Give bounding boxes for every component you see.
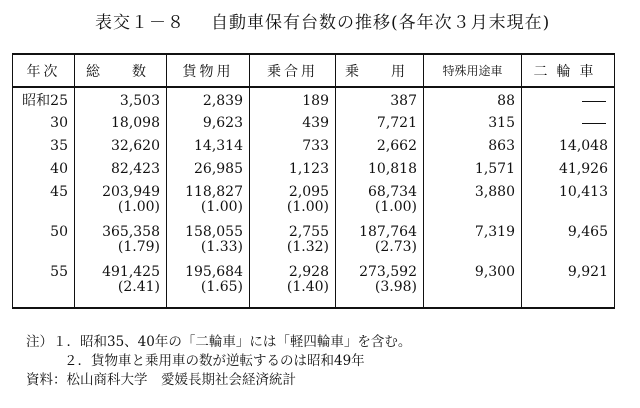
header-total: 総 数	[75, 54, 167, 87]
cell-total: 32,620	[75, 136, 167, 159]
cell-passenger: 7,721	[336, 113, 424, 136]
table-row	[13, 182, 615, 222]
header-cargo: 貨物用	[167, 54, 250, 87]
cell-motorcycle: 9,921	[522, 262, 615, 308]
cell-motorcycle: 9,465	[522, 222, 615, 262]
cell-motorcycle	[522, 113, 615, 136]
cell-special: 315	[424, 113, 522, 136]
header-row	[13, 54, 615, 87]
cell-total	[75, 182, 167, 222]
cell-cargo: 9,623	[167, 113, 250, 136]
cell-motorcycle: 14,048	[522, 136, 615, 159]
value: 365,358	[102, 224, 160, 240]
index: (2.73)	[374, 239, 417, 255]
value: 2,928	[288, 264, 329, 280]
cell-special: 9,300	[424, 262, 522, 308]
index: (3.98)	[374, 279, 417, 295]
table-title	[95, 8, 615, 34]
index: (1.65)	[200, 279, 243, 295]
header-motorcycle: 二輪車	[522, 54, 615, 87]
cell-passenger	[336, 222, 424, 262]
cell-bus	[250, 222, 336, 262]
value: 68,734	[368, 184, 417, 200]
value: 2,755	[288, 224, 329, 240]
cell-cargo: 26,985	[167, 159, 250, 182]
value: 195,684	[185, 264, 243, 280]
table-row	[13, 136, 615, 159]
index: (2.41)	[117, 279, 160, 295]
cell-year: 35	[13, 136, 75, 159]
note-1: 注）１．昭和35、40年の「二輪車」には「軽四輪車」を含む。	[26, 334, 412, 350]
cell-year: 40	[13, 159, 75, 182]
cell-total	[75, 222, 167, 262]
cell-year: 30	[13, 113, 75, 136]
cell-year: 45	[13, 182, 75, 222]
index: (1.79)	[117, 239, 160, 255]
cell-passenger: 387	[336, 87, 424, 113]
cell-cargo: 14,314	[167, 136, 250, 159]
note-2: ２．貨物車と乗用車の数が逆転するのは昭和49年	[64, 353, 365, 369]
notes	[26, 333, 411, 390]
header-year: 年次	[13, 54, 75, 87]
cell-total: 18,098	[75, 113, 167, 136]
value: 273,592	[359, 264, 417, 280]
cell-bus: 189	[250, 87, 336, 113]
cell-bus: 733	[250, 136, 336, 159]
table-row	[13, 222, 615, 262]
vehicle-ownership-table	[12, 53, 615, 309]
cell-passenger: 10,818	[336, 159, 424, 182]
cell-bus: 1,123	[250, 159, 336, 182]
index: (1.00)	[200, 199, 243, 215]
index: (1.00)	[286, 199, 329, 215]
cell-passenger: 2,662	[336, 136, 424, 159]
cell-bus	[250, 262, 336, 308]
value: 491,425	[102, 264, 160, 280]
cell-total	[75, 262, 167, 308]
index: (1.33)	[200, 239, 243, 255]
value: 187,764	[359, 224, 417, 240]
value: 203,949	[102, 184, 160, 200]
dash-mark	[582, 123, 606, 124]
cell-motorcycle: 41,926	[522, 159, 615, 182]
cell-special: 863	[424, 136, 522, 159]
dash-mark	[582, 101, 606, 102]
table-row	[13, 87, 615, 113]
cell-year: 昭和25	[13, 87, 75, 113]
cell-cargo: 2,839	[167, 87, 250, 113]
cell-passenger	[336, 182, 424, 222]
table-caption: 自動車保有台数の推移(各年次３月末現在)	[211, 13, 551, 33]
header-special: 特殊用途車	[424, 54, 522, 87]
cell-year: 50	[13, 222, 75, 262]
cell-cargo	[167, 182, 250, 222]
cell-special: 1,571	[424, 159, 522, 182]
table-row	[13, 113, 615, 136]
value: 118,827	[185, 184, 243, 200]
cell-special: 7,319	[424, 222, 522, 262]
index: (1.40)	[286, 279, 329, 295]
cell-total: 82,423	[75, 159, 167, 182]
cell-motorcycle	[522, 87, 615, 113]
cell-special: 3,880	[424, 182, 522, 222]
table-number: 表交１－８	[95, 13, 185, 33]
source-note: 資料：松山商科大学 愛媛長期社会経済統計	[26, 372, 296, 388]
cell-special: 88	[424, 87, 522, 113]
value: 2,095	[288, 184, 329, 200]
cell-cargo	[167, 262, 250, 308]
value: 158,055	[185, 224, 243, 240]
table-row	[13, 262, 615, 308]
index: (1.00)	[374, 199, 417, 215]
cell-passenger	[336, 262, 424, 308]
table-row	[13, 159, 615, 182]
cell-motorcycle: 10,413	[522, 182, 615, 222]
cell-total: 3,503	[75, 87, 167, 113]
header-passenger: 乗 用	[336, 54, 424, 87]
cell-bus: 439	[250, 113, 336, 136]
header-bus: 乗合用	[250, 54, 336, 87]
cell-cargo	[167, 222, 250, 262]
cell-bus	[250, 182, 336, 222]
index: (1.00)	[117, 199, 160, 215]
index: (1.32)	[286, 239, 329, 255]
cell-year: 55	[13, 262, 75, 308]
